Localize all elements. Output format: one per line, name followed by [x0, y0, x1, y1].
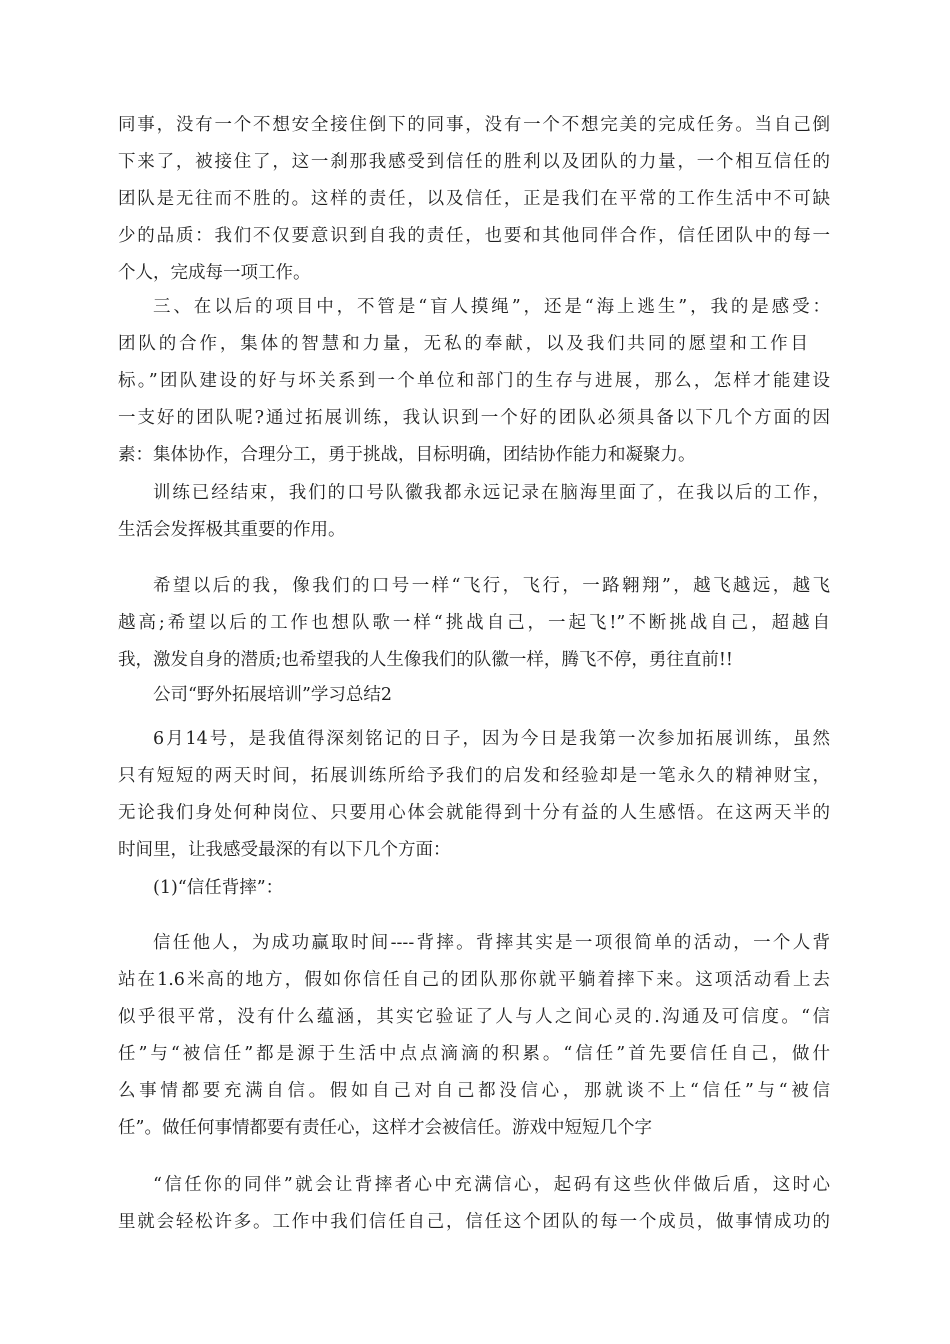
text-line: 一支好的团队呢?通过拓展训练，我认识到一个好的团队必须具备以下几个方面的因 — [118, 408, 830, 428]
text-line: 我，激发自身的潜质;也希望我的人生像我们的队徽一样，腾飞不停，勇往直前!! — [118, 650, 733, 670]
paragraph-first-line: “信任你的同伴”就会让背摔者心中充满信心，起码有这些伙伴做后盾，这时心 — [153, 1175, 830, 1195]
text-line: 个人，完成每一项工作。 — [118, 263, 311, 283]
text-line: 同事，没有一个不想安全接住倒下的同事，没有一个不想完美的完成任务。当自己倒 — [118, 115, 830, 135]
paragraph-first-line: 希望以后的我，像我们的口号一样“飞行，飞行，一路翱翔”，越飞越远，越飞 — [153, 576, 830, 596]
paragraph-first-line: 6月14号，是我值得深刻铭记的日子，因为今日是我第一次参加拓展训练，虽然 — [153, 729, 830, 749]
text-line: 团队是无往而不胜的。这样的责任，以及信任，正是我们在平常的工作生活中不可缺 — [118, 189, 830, 209]
text-line: 越高;希望以后的工作也想队歌一样“挑战自己，一起飞!”不断挑战自己，超越自 — [118, 613, 830, 633]
paragraph-first-line: 信任他人，为成功赢取时间----背摔。背摔其实是一项很简单的活动，一个人背 — [153, 933, 830, 953]
text-line: 似乎很平常，没有什么蕴涵，其实它验证了人与人之间心灵的.沟通及可信度。“信 — [118, 1007, 830, 1027]
text-line: 标。”团队建设的好与坏关系到一个单位和部门的生存与进展，那么，怎样才能建设 — [118, 371, 830, 391]
paragraph-first-line: 训练已经结束，我们的口号队徽我都永远记录在脑海里面了，在我以后的工作， — [153, 483, 830, 503]
text-line: 生活会发挥极其重要的作用。 — [118, 520, 346, 540]
text-line: 只有短短的两天时间，拓展训练所给予我们的启发和经验却是一笔永久的精神财宝， — [118, 766, 830, 786]
text-line: 素：集体协作，合理分工，勇于挑战，目标明确，团结协作能力和凝聚力。 — [118, 445, 696, 465]
text-line: 里就会轻松许多。工作中我们信任自己，信任这个团队的每一个成员，做事情成功的 — [118, 1212, 830, 1232]
text-line: 任”与“被信任”都是源于生活中点点滴滴的积累。“信任”首先要信任自己，做什 — [118, 1044, 830, 1064]
text-line: 下来了，被接住了，这一刹那我感受到信任的胜利以及团队的力量，一个相互信任的 — [118, 152, 830, 172]
text-line: 团队的合作，集体的智慧和力量，无私的奉献，以及我们共同的愿望和工作目 — [118, 334, 808, 354]
text-line: 任”。做任何事情都要有责任心，这样才会被信任。游戏中短短几个字 — [118, 1118, 652, 1138]
text-line: 少的品质：我们不仅要意识到自我的责任，也要和其他同伴合作，信任团队中的每一 — [118, 226, 830, 246]
text-line: 无论我们身处何种岗位、只要用心体会就能得到十分有益的人生感悟。在这两天半的 — [118, 803, 830, 823]
subsection-heading: (1)“信任背摔”： — [153, 878, 284, 898]
text-line: 么事情都要充满自信。假如自己对自己都没信心，那就谈不上“信任”与“被信 — [118, 1081, 830, 1101]
text-line: 时间里，让我感受最深的有以下几个方面： — [118, 840, 451, 860]
paragraph-first-line: 三、在以后的项目中，不管是“盲人摸绳”，还是“海上逃生”，我的是感受： — [153, 297, 830, 317]
text-line: 站在1.6米高的地方，假如你信任自己的团队那你就平躺着摔下来。这项活动看上去 — [118, 970, 830, 990]
section-heading: 公司“野外拓展培训”学习总结2 — [153, 685, 393, 705]
